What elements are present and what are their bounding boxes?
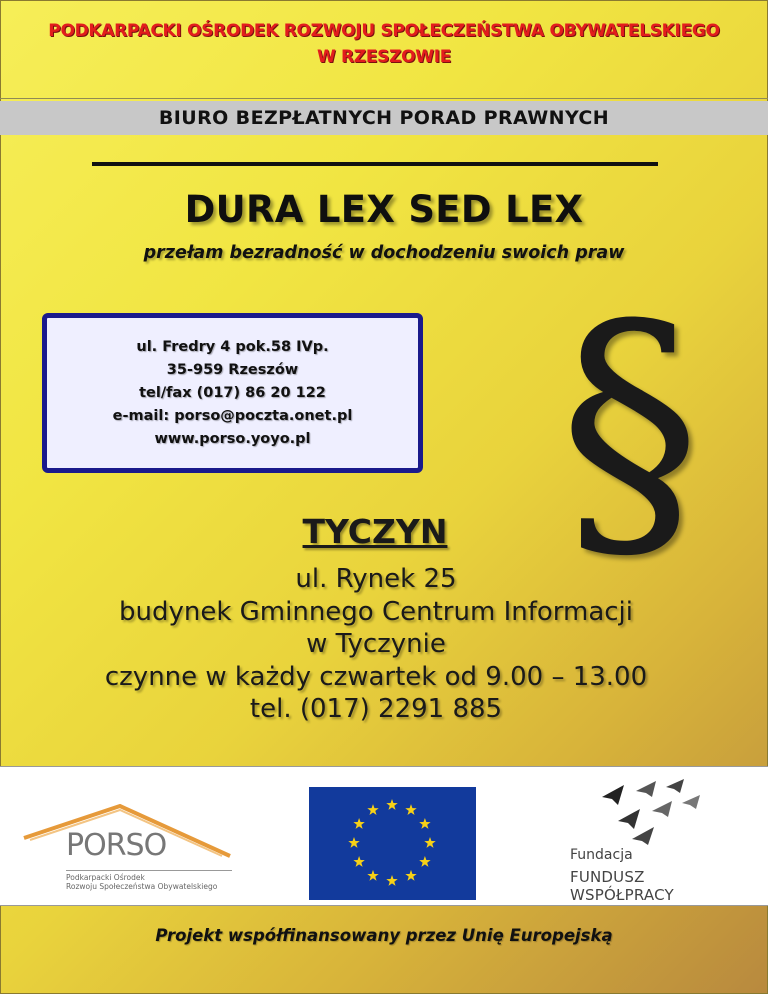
organization-title <box>0 18 768 70</box>
eu-star-icon <box>353 818 364 829</box>
fundusz-label-foundation: Fundacja <box>570 847 633 863</box>
eu-star-icon <box>424 837 435 848</box>
porso-subtitle-line-1: Podkarpacki Ośrodek <box>66 873 145 882</box>
venue-details <box>0 563 752 726</box>
eu-star-icon <box>405 870 416 881</box>
fundusz-arrows-icon <box>562 775 732 845</box>
fundusz-label-name: FUNDUSZ WSPÓŁPRACY <box>570 868 674 904</box>
contact-phone: tel/fax (017) 86 20 122 <box>139 384 326 401</box>
eu-flag-icon <box>309 787 476 900</box>
eu-star-icon <box>348 837 359 848</box>
eu-star-icon <box>386 799 397 810</box>
porso-wordmark: PORSO <box>66 828 167 863</box>
office-banner <box>0 101 768 135</box>
eu-star-icon <box>353 856 364 867</box>
eu-star-icon <box>367 870 378 881</box>
contact-box <box>42 313 423 473</box>
porso-subtitle-line-2: Rozwoju Społeczeństwa Obywatelskiego <box>66 882 218 891</box>
eu-star-icon <box>405 804 416 815</box>
fundusz-logo <box>562 775 732 904</box>
sponsor-logos <box>0 766 768 906</box>
contact-city: 35-959 Rzeszów <box>166 361 299 378</box>
section-divider <box>92 162 658 166</box>
organization-title-line-1: PODKARPACKI OŚRODEK ROZWOJU SPOŁECZEŃSTWA OBYWATELSKIEGO <box>48 21 720 41</box>
venue-street: ul. Rynek 25 <box>295 564 457 594</box>
eu-star-icon <box>419 856 430 867</box>
venue-building: budynek Gminnego Centrum Informacji <box>118 596 634 627</box>
venue-phone: tel. (017) 2291 885 <box>249 694 503 724</box>
eu-star-icon <box>386 875 397 886</box>
office-name: BIURO BEZPŁATNYCH PORAD PRAWNYCH <box>158 107 610 129</box>
venue-hours: czynne w każdy czwartek od 9.00 – 13.00 <box>104 661 648 692</box>
eu-stars <box>309 787 476 900</box>
eu-star-icon <box>367 804 378 815</box>
motto-tagline: przełam bezradność w dochodzeniu swoich praw <box>143 243 625 263</box>
town-name: TYCZYN <box>302 512 448 551</box>
porso-subtitle <box>66 873 217 891</box>
footer-eu-cofinancing: Projekt współfinansowany przez Unię Europejską <box>155 926 613 945</box>
contact-email[interactable]: e-mail: porso@poczta.onet.pl <box>112 407 353 424</box>
motto-title: DURA LEX SED LEX <box>184 188 584 231</box>
venue-town: w Tyczynie <box>306 629 446 659</box>
contact-website[interactable]: www.porso.yoyo.pl <box>154 430 311 447</box>
porso-logo <box>22 804 242 894</box>
header-divider <box>0 98 768 99</box>
section-sign-icon: § <box>558 264 702 596</box>
eu-star-icon <box>419 818 430 829</box>
porso-rule <box>66 870 232 871</box>
contact-address: ul. Fredry 4 pok.58 IVp. <box>136 338 329 355</box>
organization-title-line-2: W RZESZOWIE <box>316 47 452 67</box>
